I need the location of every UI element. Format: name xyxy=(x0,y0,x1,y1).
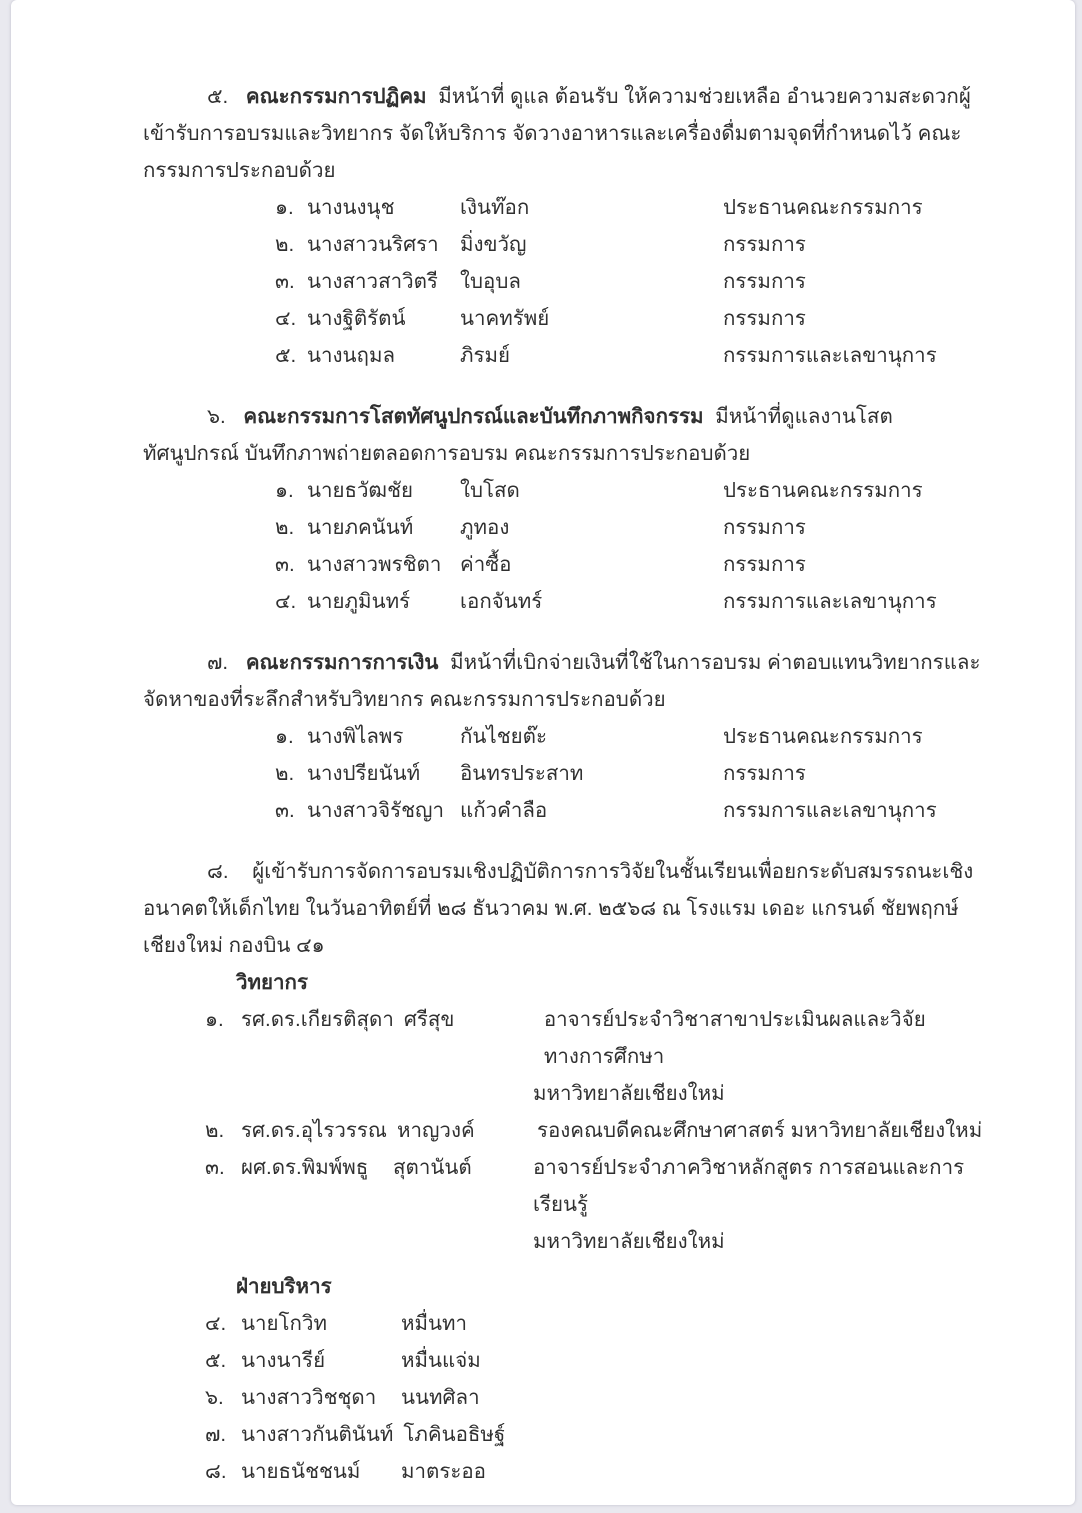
section-6-number: ๖. xyxy=(207,405,226,428)
section-6-member-list xyxy=(143,472,985,620)
committee-member-row xyxy=(275,546,985,583)
section-7-body: มีหน้าที่เบิกจ่ายเงินที่ใช้ในการอบรม ค่าตอบแทนวิทยากรและจัดหาของที่ระลึกสำหรับวิทยากร คณะกรรมการประกอบด้วย xyxy=(143,651,981,711)
member-number: ๒. xyxy=(275,233,295,256)
document-content xyxy=(11,0,1075,1490)
member-surname: กันไชยต๊ะ xyxy=(460,725,547,748)
section-7-number: ๗. xyxy=(207,651,229,674)
speaker-row xyxy=(205,1001,985,1075)
management-list xyxy=(143,1305,985,1490)
speaker-surname: ศรีสุข xyxy=(403,1008,455,1031)
section-7-title: คณะกรรมการการเงิน xyxy=(245,651,439,674)
member-role: กรรมการและเลขานุการ xyxy=(723,799,937,822)
member-surname: ภูทอง xyxy=(460,516,510,539)
member-surname: เงินท๊อก xyxy=(460,196,530,219)
member-role: กรรมการ xyxy=(723,307,806,330)
speaker-name: รศ.ดร.อุไรวรรณ xyxy=(241,1119,387,1142)
member-number: ๑. xyxy=(275,479,294,502)
speaker-row xyxy=(205,1112,985,1149)
member-name: นางสาวจิรัชญา xyxy=(307,799,444,822)
member-surname: ค่าซื้อ xyxy=(460,553,512,576)
committee-member-row xyxy=(275,755,985,792)
member-surname: ใบโสด xyxy=(460,479,520,502)
speaker-number: ๑. xyxy=(205,1008,224,1031)
member-name: นางสาวกันตินันท์ xyxy=(241,1423,394,1446)
member-name: นายภูมินทร์ xyxy=(307,590,411,613)
member-name: นางพิไลพร xyxy=(307,725,404,748)
member-name: นางสาวสาวิตรี xyxy=(307,270,438,293)
member-name: นางฐิติรัตน์ xyxy=(307,307,406,330)
member-role: ประธานคณะกรรมการ xyxy=(723,196,923,219)
member-name: นางนงนุช xyxy=(307,196,395,219)
section-5-heading xyxy=(143,78,985,189)
member-role: ประธานคณะกรรมการ xyxy=(723,725,923,748)
member-number: ๕. xyxy=(275,344,297,367)
member-name: นางปรียนันท์ xyxy=(307,762,421,785)
committee-member-row xyxy=(275,189,985,226)
speaker-name: รศ.ดร.เกียรติสุดา xyxy=(241,1008,394,1031)
section-6-body: มีหน้าที่ดูแลงานโสตทัศนูปกรณ์ บันทึกภาพถ่ายตลอดการอบรม คณะกรรมการประกอบด้วย xyxy=(143,405,893,465)
member-number: ๕. xyxy=(205,1349,227,1372)
management-row xyxy=(205,1453,985,1490)
member-role: กรรมการและเลขานุการ xyxy=(723,344,937,367)
section-6-title: คณะกรรมการโสตทัศนูปกรณ์และบันทึกภาพกิจกรรม xyxy=(243,405,704,428)
member-name: นางนารีย์ xyxy=(241,1349,326,1372)
speakers-list xyxy=(143,1001,985,1260)
member-surname: หมื่นแจ่ม xyxy=(401,1349,481,1372)
member-number: ๑. xyxy=(275,725,294,748)
member-surname: เอกจันทร์ xyxy=(460,590,543,613)
member-surname: อินทรประสาท xyxy=(460,762,584,785)
member-name: นายภคนันท์ xyxy=(307,516,414,539)
member-number: ๗. xyxy=(205,1423,227,1446)
speaker-position: รองคณบดีคณะศึกษาศาสตร์ มหาวิทยาลัยเชียงใหม่ xyxy=(536,1119,983,1142)
member-number: ๓. xyxy=(275,553,295,576)
section-7-heading xyxy=(143,644,985,718)
speaker-surname: หาญวงค์ xyxy=(396,1119,475,1142)
speakers-header: วิทยากร xyxy=(236,971,308,994)
committee-member-row xyxy=(275,509,985,546)
section-7-member-list xyxy=(143,718,985,829)
section-5-member-list xyxy=(143,189,985,374)
management-row xyxy=(205,1305,985,1342)
speaker-number: ๒. xyxy=(205,1119,225,1142)
document-page xyxy=(11,0,1075,1505)
member-number: ๓. xyxy=(275,799,295,822)
member-role: กรรมการและเลขานุการ xyxy=(723,590,937,613)
member-number: ๘. xyxy=(205,1460,227,1483)
committee-member-row xyxy=(275,583,985,620)
management-header: ฝ่ายบริหาร xyxy=(236,1275,332,1298)
member-name: นางสาววิชชุดา xyxy=(241,1386,377,1409)
committee-member-row xyxy=(275,226,985,263)
member-number: ๔. xyxy=(205,1312,227,1335)
member-name: นางสาวพรชิตา xyxy=(307,553,442,576)
management-row xyxy=(205,1342,985,1379)
member-surname: ใบอุบล xyxy=(460,270,521,293)
member-surname: มาตระออ xyxy=(401,1460,486,1483)
member-number: ๑. xyxy=(275,196,294,219)
member-number: ๖. xyxy=(205,1386,224,1409)
section-6-heading xyxy=(143,398,985,472)
member-name: นายธนัชชนม์ xyxy=(241,1460,361,1483)
speaker-position: อาจารย์ประจำวิชาสาขาประเมินผลและวิจัยทางการศึกษา xyxy=(543,1008,926,1068)
committee-member-row xyxy=(275,792,985,829)
management-row xyxy=(205,1416,985,1453)
committee-member-row xyxy=(275,472,985,509)
committee-member-row xyxy=(275,263,985,300)
section-5-body: มีหน้าที่ ดูแล ต้อนรับ ให้ความช่วยเหลือ อำนวยความสะดวกผู้เข้ารับการอบรมและวิทยากร จัดให้บริการ จัดวางอาหารและเครื่องดื่มตามจุดที่กำหนดไว้ คณะกรรมการประกอบด้วย xyxy=(143,85,971,182)
section-5-title: คณะกรรมการปฏิคม xyxy=(245,85,427,108)
member-role: กรรมการ xyxy=(723,516,806,539)
committee-member-row xyxy=(275,337,985,374)
speaker-position-continued: มหาวิทยาลัยเชียงใหม่ xyxy=(533,1082,725,1105)
member-role: กรรมการ xyxy=(723,553,806,576)
member-number: ๔. xyxy=(275,590,297,613)
member-name: นายธวัฒชัย xyxy=(307,479,414,502)
section-8-paragraph xyxy=(143,853,985,964)
member-number: ๒. xyxy=(275,516,295,539)
member-number: ๓. xyxy=(275,270,295,293)
member-surname: หมื่นทา xyxy=(401,1312,468,1335)
section-8-body: ผู้เข้ารับการจัดการอบรมเชิงปฏิบัติการการวิจัยในชั้นเรียนเพื่อยกระดับสมรรถนะเชิงอนาคตให้เด็กไทย ในวันอาทิตย์ที่ ๒๘ ธันวาคม พ.ศ. ๒๕๖๘ ณ โรงแรม เดอะ แกรนด์ ชัยพฤกษ์ เชียงใหม่ กองบิน ๔๑ xyxy=(143,860,974,957)
committee-member-row xyxy=(275,718,985,755)
member-surname: ภิรมย์ xyxy=(460,344,511,367)
member-name: นางนฤมล xyxy=(307,344,396,367)
member-role: กรรมการ xyxy=(723,233,806,256)
section-8-number: ๘. xyxy=(207,860,229,883)
speaker-position: อาจารย์ประจำภาควิชาหลักสูตร การสอนและการเรียนรู้ xyxy=(533,1156,965,1216)
member-surname: นนทศิลา xyxy=(401,1386,480,1409)
member-surname: นาคทรัพย์ xyxy=(460,307,550,330)
member-role: กรรมการ xyxy=(723,762,806,785)
member-surname: โภคินอธิษฐ์ xyxy=(403,1423,506,1446)
speaker-surname: สุตานันต์ xyxy=(393,1156,472,1179)
member-surname: มิ่งขวัญ xyxy=(460,233,527,256)
speaker-name: ผศ.ดร.พิมพ์พธู xyxy=(241,1156,369,1179)
member-name: นางสาวนริศรา xyxy=(307,233,439,256)
member-name: นายโกวิท xyxy=(241,1312,327,1335)
speaker-row xyxy=(205,1149,985,1223)
member-role: กรรมการ xyxy=(723,270,806,293)
speaker-number: ๓. xyxy=(205,1156,225,1179)
section-5-number: ๕. xyxy=(207,85,229,108)
member-number: ๒. xyxy=(275,762,295,785)
speaker-position-continued: มหาวิทยาลัยเชียงใหม่ xyxy=(533,1230,725,1253)
member-role: ประธานคณะกรรมการ xyxy=(723,479,923,502)
management-row xyxy=(205,1379,985,1416)
committee-member-row xyxy=(275,300,985,337)
member-surname: แก้วคำลือ xyxy=(460,799,548,822)
member-number: ๔. xyxy=(275,307,297,330)
